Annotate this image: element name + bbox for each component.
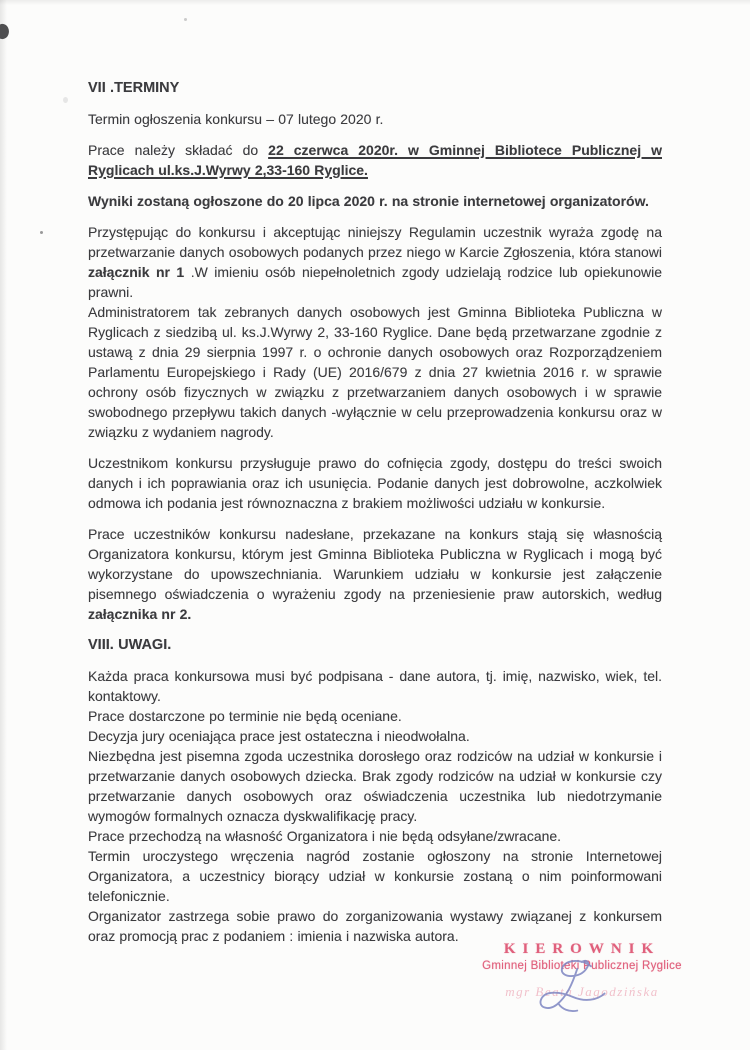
text-segment: Prace uczestników konkursu nadesłane, przekazane na konkurs stają się własnością Organizatora konkursu, którym jest Gminna Biblioteka Publiczna w Ryglicach i mogą być wykorzystane do upowszechniania. Warunkiem udziału w konkursie jest załączenie pisemnego oświadczenia o wyrażeniu zgody na przeniesienie praw autorskich, według — [88, 526, 662, 602]
para-data-consent — [88, 222, 662, 302]
library-director-stamp — [448, 941, 716, 1000]
text-segment: załącznik nr 1 — [88, 264, 185, 280]
text-segment: 22 czerwca 2020r. w Gminnej Bibliotece Publicznej w Ryglicach ul.ks.J.Wyrwy 2,33-160 Ryglice. — [88, 142, 662, 178]
text-segment: Prace przechodzą na własność Organizatora i nie będą odsyłane/zwracane. — [88, 828, 562, 844]
text-segment: Prace dostarczone po terminie nie będą oceniane. — [88, 708, 402, 724]
para-signing-requirement — [88, 666, 662, 706]
text-segment: Niezbędna jest pisemna zgoda uczestnika dorosłego oraz rodziców na udział w konkursie i przetwarzanie danych osobowych dziecka. Brak zgody rodziców na udział w konkursie czy przetwarzanie danych osobowych oraz oświadczenia uczestnika lub niedotrzymanie wymogów formalnych oznacza dyskwalifikację pracy. — [88, 748, 662, 824]
scan-edge-shadow-left — [0, 0, 7, 1050]
text-segment: Prace należy składać do — [88, 142, 269, 158]
scan-edge-shadow-top — [0, 0, 750, 5]
para-exhibition-rights — [88, 906, 662, 946]
text-segment: .W imieniu osób niepełnoletnich zgody udzielają rodzice lub opiekunowie prawni. — [88, 264, 662, 300]
text-segment: Termin uroczystego wręczenia nagród zostanie ogłoszony na stronie Internetowej Organizatora, a uczestnicy biorący udział w konkursie zostaną o nim poinformowani telefonicznie. — [88, 848, 662, 904]
scan-speck — [40, 231, 43, 234]
text-segment: Decyzja jury oceniająca prace jest ostateczna i nieodwołalna. — [88, 728, 470, 744]
para-jury-decision — [88, 726, 662, 746]
para-results-date — [88, 191, 662, 211]
text-segment: VII .TERMINY — [88, 80, 180, 96]
para-work-ownership — [88, 524, 662, 624]
para-parental-consent — [88, 746, 662, 826]
text-segment: Administratorem tak zebranych danych osobowych jest Gminna Biblioteka Publiczna w Ryglicach z siedzibą ul. ks.J.Wyrwy 2, 33-160 Ryglice. Dane będą przetwarzane zgodnie z ustawą z dnia 29 sierpnia 1997 r. o ochronie danych osobowych oraz Rozporządzeniem Parlamentu Europejskiego i Rady (UE) 2016/679 z dnia 27 kwietnia 2016 r. w sprawie ochrony osób fizycznych w związku z przetwarzaniem danych osobowych i w sprawie swobodnego przepływu takich danych -wyłącznie w celu przeprowadzenia konkursu oraz w związku z wydaniem nagrody. — [88, 304, 662, 440]
heading-section-vii — [88, 78, 662, 98]
text-segment: Każda praca konkursowa musi być podpisana - dane autora, tj. imię, nazwisko, wiek, tel. kontaktowy. — [88, 668, 662, 704]
document-body — [88, 78, 662, 957]
para-late-works — [88, 706, 662, 726]
text-segment: Przystępując do konkursu i akceptując niniejszy Regulamin uczestnik wyraża zgodę na przetwarzanie danych osobowych podanych przez niego w Karcie Zgłoszenia, która stanowi — [88, 224, 662, 260]
scan-speck — [63, 97, 68, 103]
stamp-organization: Gminnej Biblioteki Publicznej Ryglice — [482, 960, 682, 972]
scan-corner-artifact — [0, 23, 11, 41]
para-submission-deadline — [88, 140, 662, 180]
text-segment: Wyniki zostaną ogłoszone do 20 lipca 2020 r. na stronie internetowej organizatorów. — [88, 193, 649, 209]
text-segment: Organizator zastrzega sobie prawo do zorganizowania wystawy związanej z konkursem oraz promocją prac z podaniem : imienia i nazwiska autora. — [88, 908, 662, 944]
text-segment: załącznika nr 2. — [88, 606, 192, 622]
para-withdrawal-rights — [88, 453, 662, 513]
stamp-signer-name: mgr Beata Jagodzińska — [505, 984, 659, 999]
heading-section-viii — [88, 635, 662, 655]
para-no-return — [88, 826, 662, 846]
scan-speck — [184, 18, 187, 21]
para-award-ceremony — [88, 846, 662, 906]
stamp-title: KIEROWNIK — [503, 941, 661, 957]
text-segment: Uczestnikom konkursu przysługuje prawo do cofnięcia zgody, dostępu do treści swoich danych i ich poprawiania oraz ich usunięcia. Podanie danych jest dobrowolne, aczkolwiek odmowa ich podania jest równoznaczna z brakiem możliwości udziału w konkursie. — [88, 455, 662, 511]
para-data-administrator — [88, 302, 662, 442]
para-announcement-date — [88, 109, 662, 129]
text-segment: VIII. UWAGI. — [88, 637, 172, 653]
text-segment: Termin ogłoszenia konkursu – 07 lutego 2020 r. — [88, 111, 384, 127]
